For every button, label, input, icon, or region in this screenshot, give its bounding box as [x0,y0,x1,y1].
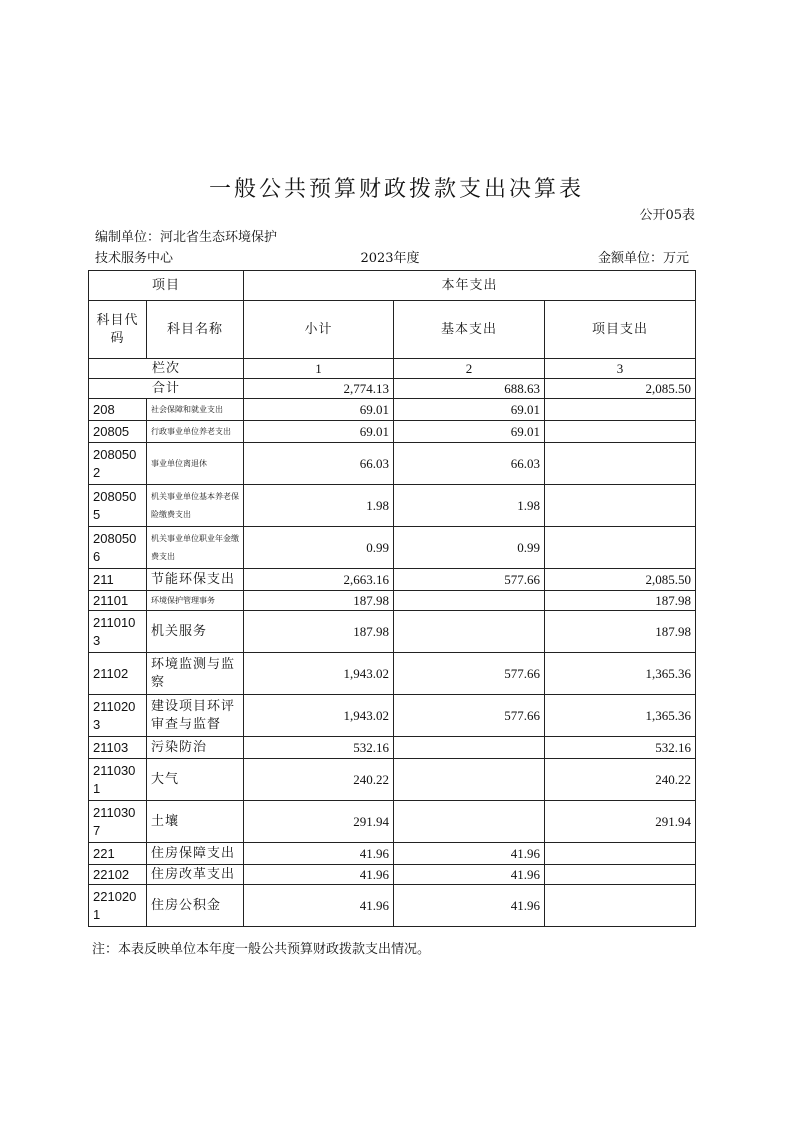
account-name: 社会保障和就业支出 [147,399,244,421]
header-row-1 [89,271,696,301]
basic-cell: 577.66 [394,695,545,737]
account-name: 污染防治 [147,737,244,759]
account-code: 2110103 [89,611,147,653]
subtotal-cell: 1.98 [244,485,394,527]
table-row [89,399,696,421]
total-subtotal: 2,774.13 [244,379,394,399]
account-code: 2110301 [89,759,147,801]
subtotal-cell: 1,943.02 [244,653,394,695]
account-name: 节能环保支出 [147,569,244,591]
project-cell [545,443,696,485]
subtotal-cell: 187.98 [244,591,394,611]
col-number-1: 1 [244,359,394,379]
basic-cell [394,801,545,843]
account-name: 住房改革支出 [147,865,244,885]
subtotal-cell: 187.98 [244,611,394,653]
table-row [89,801,696,843]
account-name: 建设项目环评审查与监督 [147,695,244,737]
project-cell [545,485,696,527]
header-code: 科目代码 [89,301,147,359]
table-row [89,485,696,527]
table-row [89,843,696,865]
subtotal-cell: 41.96 [244,865,394,885]
account-name: 大气 [147,759,244,801]
header-current-year: 本年支出 [244,271,696,301]
basic-cell: 0.99 [394,527,545,569]
basic-cell: 577.66 [394,569,545,591]
header-project: 项目支出 [545,301,696,359]
project-cell [545,843,696,865]
basic-cell: 41.96 [394,885,545,927]
header-item: 项目 [89,271,244,301]
project-cell: 187.98 [545,591,696,611]
basic-cell: 66.03 [394,443,545,485]
account-code: 21103 [89,737,147,759]
header-row-2 [89,301,696,359]
account-code: 21101 [89,591,147,611]
project-cell: 2,085.50 [545,569,696,591]
subtotal-cell: 1,943.02 [244,695,394,737]
account-code: 208 [89,399,147,421]
table-row [89,653,696,695]
page-title: 一般公共预算财政拨款支出决算表 [208,177,584,202]
table-row [89,737,696,759]
table-row [89,759,696,801]
subtotal-cell: 41.96 [244,843,394,865]
compiling-unit: 编制单位：河北省生态环境保护 [95,230,278,245]
subtotal-cell: 69.01 [244,399,394,421]
account-code: 22102 [89,865,147,885]
subtotal-cell: 2,663.16 [244,569,394,591]
total-project: 2,085.50 [545,379,696,399]
subtotal-cell: 0.99 [244,527,394,569]
basic-cell: 41.96 [394,865,545,885]
project-cell [545,399,696,421]
account-code: 21102 [89,653,147,695]
account-code: 2080505 [89,485,147,527]
project-cell: 291.94 [545,801,696,843]
col-number-2: 2 [394,359,545,379]
basic-cell [394,737,545,759]
subtotal-cell: 66.03 [244,443,394,485]
subtotal-cell: 69.01 [244,421,394,443]
project-cell [545,865,696,885]
table-row [89,527,696,569]
basic-cell [394,611,545,653]
project-cell: 187.98 [545,611,696,653]
account-code: 2080506 [89,527,147,569]
basic-cell: 69.01 [394,399,545,421]
subtotal-cell: 532.16 [244,737,394,759]
project-cell [545,421,696,443]
account-code: 2110307 [89,801,147,843]
total-label: 合计 [89,379,244,399]
project-cell: 1,365.36 [545,653,696,695]
subtotal-cell: 41.96 [244,885,394,927]
table-row [89,695,696,737]
basic-cell: 41.96 [394,843,545,865]
basic-cell: 577.66 [394,653,545,695]
table-row [89,611,696,653]
project-cell: 240.22 [545,759,696,801]
currency-unit: 金额单位：万元 [597,251,689,266]
account-name: 行政事业单位养老支出 [147,421,244,443]
account-name: 环境保护管理事务 [147,591,244,611]
account-name: 住房公积金 [147,885,244,927]
table-row [89,443,696,485]
column-order-row [89,359,696,379]
header-subtotal: 小计 [244,301,394,359]
total-row [89,379,696,399]
account-name: 机关事业单位职业年金缴费支出 [147,527,244,569]
table-row [89,569,696,591]
table-row [89,865,696,885]
account-code: 20805 [89,421,147,443]
subtotal-cell: 291.94 [244,801,394,843]
account-code: 221 [89,843,147,865]
footnote: 注：本表反映单位本年度一般公共预算财政拨款支出情况。 [92,942,431,957]
fiscal-year: 2023年度 [360,251,420,266]
account-name: 机关事业单位基本养老保险缴费支出 [147,485,244,527]
compiling-unit-cont: 技术服务中心 [95,251,174,266]
project-cell [545,885,696,927]
header-name: 科目名称 [147,301,244,359]
project-cell: 1,365.36 [545,695,696,737]
table-row [89,885,696,927]
basic-cell [394,759,545,801]
account-name: 机关服务 [147,611,244,653]
basic-cell [394,591,545,611]
column-order-label: 栏次 [89,359,244,379]
subtotal-cell: 240.22 [244,759,394,801]
total-basic: 688.63 [394,379,545,399]
account-name: 事业单位离退休 [147,443,244,485]
project-cell [545,527,696,569]
account-code: 2210201 [89,885,147,927]
form-number: 公开05表 [639,208,695,223]
account-name: 住房保障支出 [147,843,244,865]
col-number-3: 3 [545,359,696,379]
basic-cell: 1.98 [394,485,545,527]
account-code: 2110203 [89,695,147,737]
table-row [89,421,696,443]
account-code: 211 [89,569,147,591]
account-name: 环境监测与监察 [147,653,244,695]
table-row [89,591,696,611]
project-cell: 532.16 [545,737,696,759]
account-name: 土壤 [147,801,244,843]
account-code: 2080502 [89,443,147,485]
header-basic: 基本支出 [394,301,545,359]
basic-cell: 69.01 [394,421,545,443]
budget-table [88,270,696,927]
